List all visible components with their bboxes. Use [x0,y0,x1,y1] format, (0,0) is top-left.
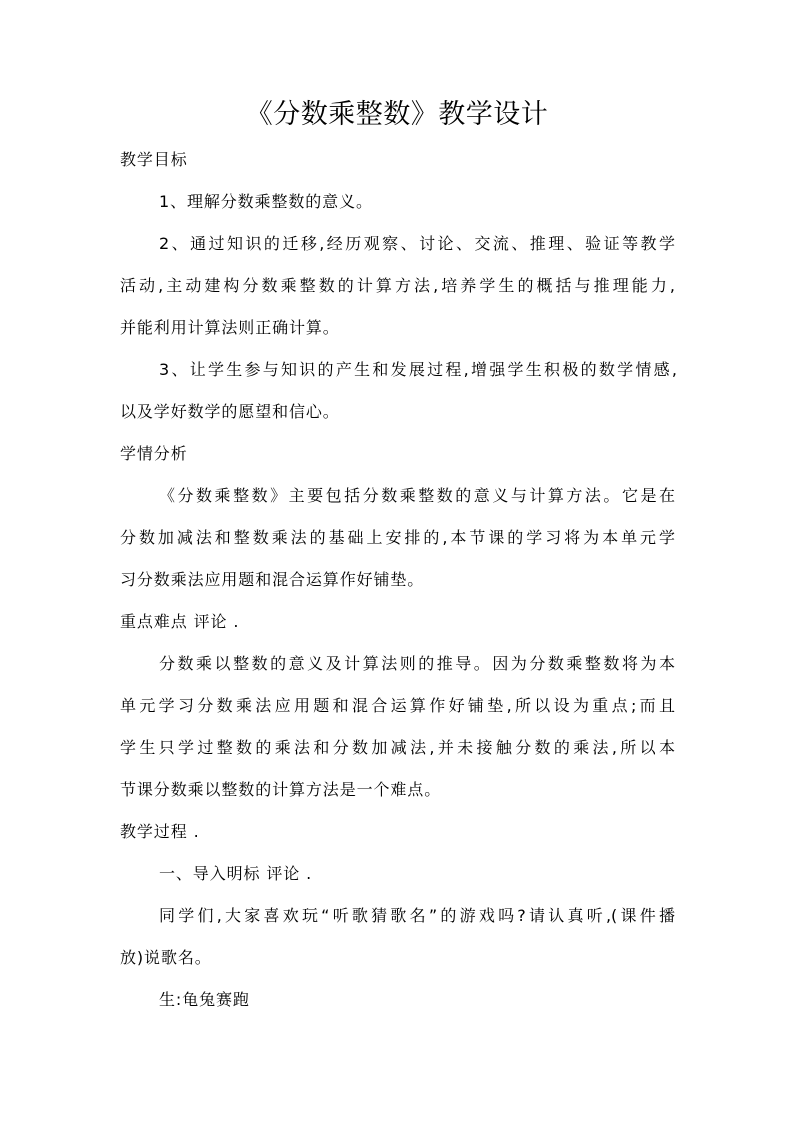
document-title: 《分数乘整数》教学设计 [245,99,549,130]
process-line-1: 同学们,大家喜欢玩“听歌猜歌名”的游戏吗?请认真听,(课件播 [159,906,675,925]
analysis-line-2: 分数加减法和整数乘法的基础上安排的,本节课的学习将为本单元学 [120,528,675,547]
heading-teaching-goals: 教学目标 [120,150,188,169]
goal-2-line-1: 2、通过知识的迁移,经历观察、讨论、交流、推理、验证等教学 [159,234,675,253]
heading-learner-analysis: 学情分析 [120,444,188,463]
goal-2-line-3: 并能利用计算法则正确计算。 [120,318,340,337]
analysis-line-1: 《分数乘整数》主要包括分数乘整数的意义与计算方法。它是在 [159,486,675,505]
key-points-line-1: 分数乘以整数的意义及计算法则的推导。因为分数乘整数将为本 [159,654,675,673]
goal-3-line-2: 以及学好数学的愿望和信心。 [120,402,340,421]
heading-key-points: 重点难点 评论 . [120,612,240,631]
process-step-1-heading: 一、导入明标 评论 . [159,864,313,883]
goal-1-line: 1、理解分数乘整数的意义。 [159,192,373,211]
key-points-line-2: 单元学习分数乘法应用题和混合运算作好铺垫,所以设为重点;而且 [120,696,675,715]
key-points-line-3: 学生只学过整数的乘法和分数加减法,并未接触分数的乘法,所以本 [120,738,675,757]
key-points-line-4: 节课分数乘以整数的计算方法是一个难点。 [120,780,442,799]
heading-teaching-process: 教学过程 . [120,822,200,841]
goal-2-line-2: 活动,主动建构分数乘整数的计算方法,培养学生的概括与推理能力, [120,276,675,295]
process-line-2: 放)说歌名。 [120,948,212,967]
analysis-line-3: 习分数乘法应用题和混合运算作好铺垫。 [120,570,425,589]
goal-3-line-1: 3、让学生参与知识的产生和发展过程,增强学生积极的数学情感, [159,360,677,379]
process-line-3: 生:龟兔赛跑 [159,990,250,1009]
